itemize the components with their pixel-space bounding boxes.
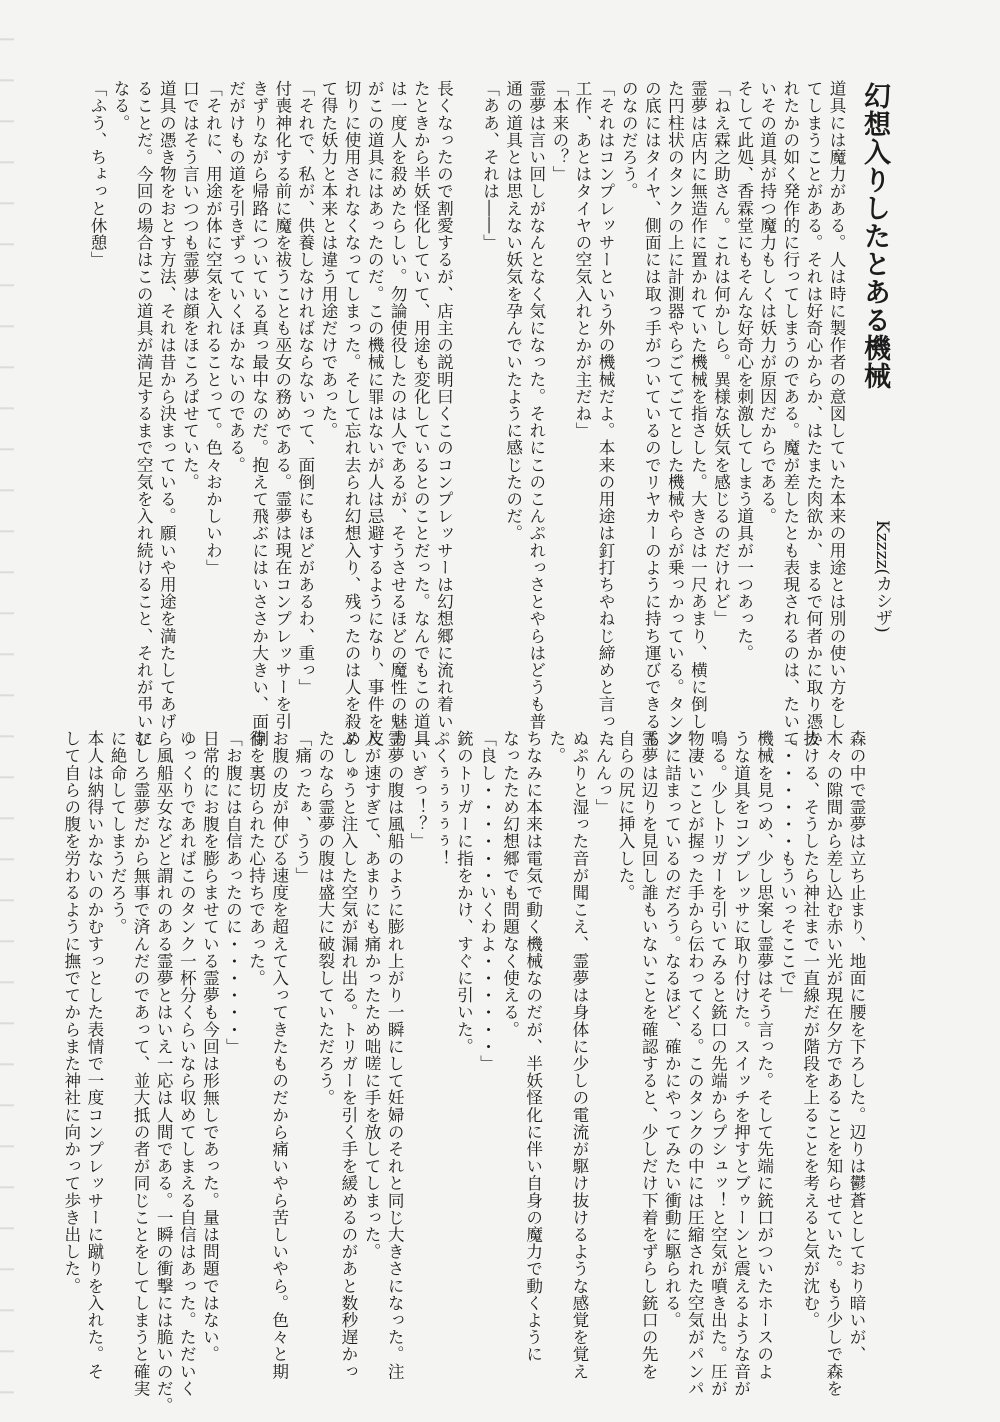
text-line: たときから半妖怪化していて、用途も変化しているとのことだった。なんでもこの道具	[411, 80, 431, 747]
text-line: ゆっくりであればこのタンク一杯分くらいなら収めてしまえる自信はあった。ただいく	[177, 730, 197, 1397]
text-line: 「痛ったぁ、うう」	[292, 730, 312, 884]
text-line: の底にはタイヤ、側面には取っ手がついているのでリヤカーのように持ち運びできるも	[642, 80, 662, 747]
text-line: 「ねえ霖之助さん。これは何かしら。異様な妖気を感じるのだけれど」	[711, 80, 731, 628]
text-line: 「本来の？」	[549, 80, 569, 183]
text-line: ンに詰まっているのだろう。なるほど、確かにやってみたい衝動に駆られる。	[662, 730, 682, 1329]
text-line: いその道具が持つ魔力もしくは妖力が原因だからである。	[757, 80, 777, 525]
text-line: 道具には魔力がある。人は時に製作者の意図していた本来の用途とは別の使い方をし	[827, 80, 846, 730]
text-line: むしろ霊夢だから無事で済んだのであって、並大抵の者が同じことをしてしまうと確実	[131, 730, 151, 1397]
text-line: は一度人を殺めたらしい。勿論使役したのは人であるが、そうさせるほどの魔性の魅力	[388, 80, 408, 747]
author-name: Kzzzz(カシザ)	[872, 520, 892, 633]
text-line: ることだ。今回の場合はこの道具が満足するまで空気を入れ続けること、それが弔いに	[134, 80, 154, 747]
text-line: 木々の隙間から差し込む赤い光が現在夕方であることを知らせていた。もう少しで森を	[823, 730, 843, 1397]
text-line: なったため幻想郷でも問題なく使える。	[500, 730, 520, 1038]
text-line: に絶命してしまうだろう。	[108, 730, 127, 936]
text-line: 「お腹には自信あったのに・・・・・・」	[223, 730, 243, 1055]
text-line: 口ではそう言いつつも霊夢は顔をほころばせていた。	[180, 80, 200, 491]
text-line: 霊夢の腹は風船のように膨れ上がり一瞬にして妊婦のそれと同じ大きさになった。注	[385, 730, 405, 1380]
text-line: うな道具をコンプレッサに取り付けた。スイッチを押すとブゥーンと震えるような音が	[731, 730, 751, 1397]
text-line: 入が速すぎて、あまりにも痛かったため咄嗟に手を放してしまった。	[362, 730, 382, 1261]
story-title: 幻想入りしたとある機械	[859, 82, 890, 390]
text-line: ぷくぅぅぅぅぅ！	[431, 730, 451, 867]
text-line: てしまうことがある。それは好奇心からか、はたまた肉欲か、まるで何者かに取り憑か	[803, 80, 823, 747]
text-line: 「それで、私が、供養しなければならないって、面倒にもほどがあるわ、重っ」	[295, 80, 315, 696]
text-line: 待を裏切られた心持ちであった。	[246, 730, 266, 987]
text-line	[455, 80, 478, 702]
text-line: 「良し・・・・・・いくわよ・・・・・・」	[477, 730, 497, 1072]
text-line: た。	[546, 730, 566, 765]
text-line: 霊夢は店内に無造作に置かれていた機械を指さした。大きさは一尺あまり、横に倒し	[688, 80, 708, 730]
text-line: 付喪神化する前に魔を祓うことも巫女の務めである。霊夢は現在コンプレッサーを引	[272, 80, 292, 730]
text-line: ちなみに本来は電気で動く機械なのだが、半妖怪化に伴い自身の魔力で動くように	[523, 730, 543, 1363]
text-line: 鳴る。少しトリガーを引いてみると銃口の先端からプシュッ！と空気が噴き出た。圧が	[708, 730, 728, 1397]
text-line: 霊夢は辺りを見回し誰もいないことを確認すると、少しだけ下着をずらし銃口の先を	[639, 730, 659, 1380]
text-line: 「ああ、それは――」	[480, 80, 500, 251]
text-line: 森の中で霊夢は立ち止まり、地面に腰を下ろした。辺りは鬱蒼としており暗いが、	[847, 730, 866, 1363]
text-line: お腹の皮が伸びる速度を超えて入ってきたものだから痛いやら苦しいやら。色々と期	[269, 730, 289, 1380]
text-line: て得た妖力と本来とは違う用途だけであった。	[318, 80, 338, 440]
text-line: 「それに、用途が体に空気を入れることって。色々おかしいわ」	[203, 80, 223, 576]
scan-binding-edge	[0, 0, 14, 1422]
text-line: ぷしゅうと注入した空気が漏れ出る。トリガーを引く手を緩めるのがあと数秒遅かっ	[338, 730, 358, 1380]
text-line: 機械を見つめ、少し思案し霊夢はそう言った。そして先端に銃口がついたホースのよ	[754, 730, 774, 1380]
text-line: 道具の憑き物をおとす方法、それは昔から決まっている。願いや用途を満たしてあげ	[157, 80, 177, 730]
text-line: のなのだろう。	[619, 80, 639, 200]
text-line: して自らの腹を労わるように撫でてからまた神社に向かって歩き出した。	[61, 730, 81, 1295]
text-line: がこの道具にはあったのだ。この機械に罪はないが人は忌避するようになり、事件を皮	[365, 80, 385, 747]
text-line: ら風船巫女などと謂れのある霊夢とはいえ一応は人間である。一瞬の衝撃には脆いのだ。	[154, 730, 174, 1414]
text-line: そして此処、香霖堂にもそんな好奇心を刺激してしまう道具が一つあった。	[734, 80, 754, 662]
text-line: 「それはコンプレッサーという外の機械だよ。本来の用途は釘打ちやねじ締めと言った	[596, 80, 616, 747]
text-line: たのなら霊夢の腹は盛大に破裂していただろう。	[315, 730, 335, 1107]
text-line: 通の道具とは思えない妖気を孕んでいたように感じたのだ。	[503, 80, 523, 542]
text-line: だがけもの道を引きずっていくほかないのである。	[226, 80, 246, 474]
text-line: 「・・・・・・もういっそここで」	[777, 730, 797, 1004]
text-line: 日常的にお腹を膨らませている霊夢も今回は形無しであった。量は問題ではない。	[200, 730, 220, 1363]
text-line: 「んんっ」	[592, 730, 612, 816]
text-line: れたかの如く発作的に行ってしまうのである。魔が差したとも表現されるのは、たいて	[780, 80, 800, 747]
text-line: 抜ける、そうしたら神社まで一直線だが階段を上ることを考えると気が沈む。	[800, 730, 820, 1329]
text-line: 長くなったので割愛するが、店主の説明曰くこのコンプレッサーは幻想郷に流れ着い	[434, 80, 454, 730]
text-line: 切りに使用されなくなってしまった。そして忘れ去られ幻想入り、残ったのは人を殺め	[342, 80, 362, 747]
upper-text-block	[88, 80, 848, 747]
text-line: 「いぎっ！？」	[408, 730, 428, 850]
text-line: た円柱状のタンクの上に計測器やらごてごてとした機械やらが乗っかっている。タンク	[665, 80, 685, 747]
text-line: 銃のトリガーに指をかけ、すぐに引いた。	[454, 730, 474, 1055]
text-line: 本人は納得いかないのかむすっとした表情で一度コンプレッサーに蹴りを入れた。そ	[84, 730, 104, 1380]
text-line: 自らの尻に挿入した。	[616, 730, 636, 901]
text-line: 物凄いことが握った手から伝わってくる。このタンクの中には圧縮された空気がパンパ	[685, 730, 705, 1397]
text-line: 霊夢は言い回しがなんとなく気になった。それにこのこんぷれっさとやらはどうも普	[526, 80, 546, 730]
text-line: なる。	[111, 80, 131, 132]
text-line: 工作、あとはタイヤの空気入れとかが主だね」	[572, 80, 592, 440]
text-line: 「ふう、ちょっと休憩」	[88, 80, 107, 269]
text-line: ぬぷりと湿った音が聞こえ、霊夢は身体に少しの電流が駆け抜けるような感覚を覚え	[569, 730, 589, 1380]
lower-text-block	[61, 730, 868, 1414]
text-line: きずりながら帰路についている真っ最中なのだ。抱えて飛ぶにはいささか大きい、面倒	[249, 80, 269, 747]
